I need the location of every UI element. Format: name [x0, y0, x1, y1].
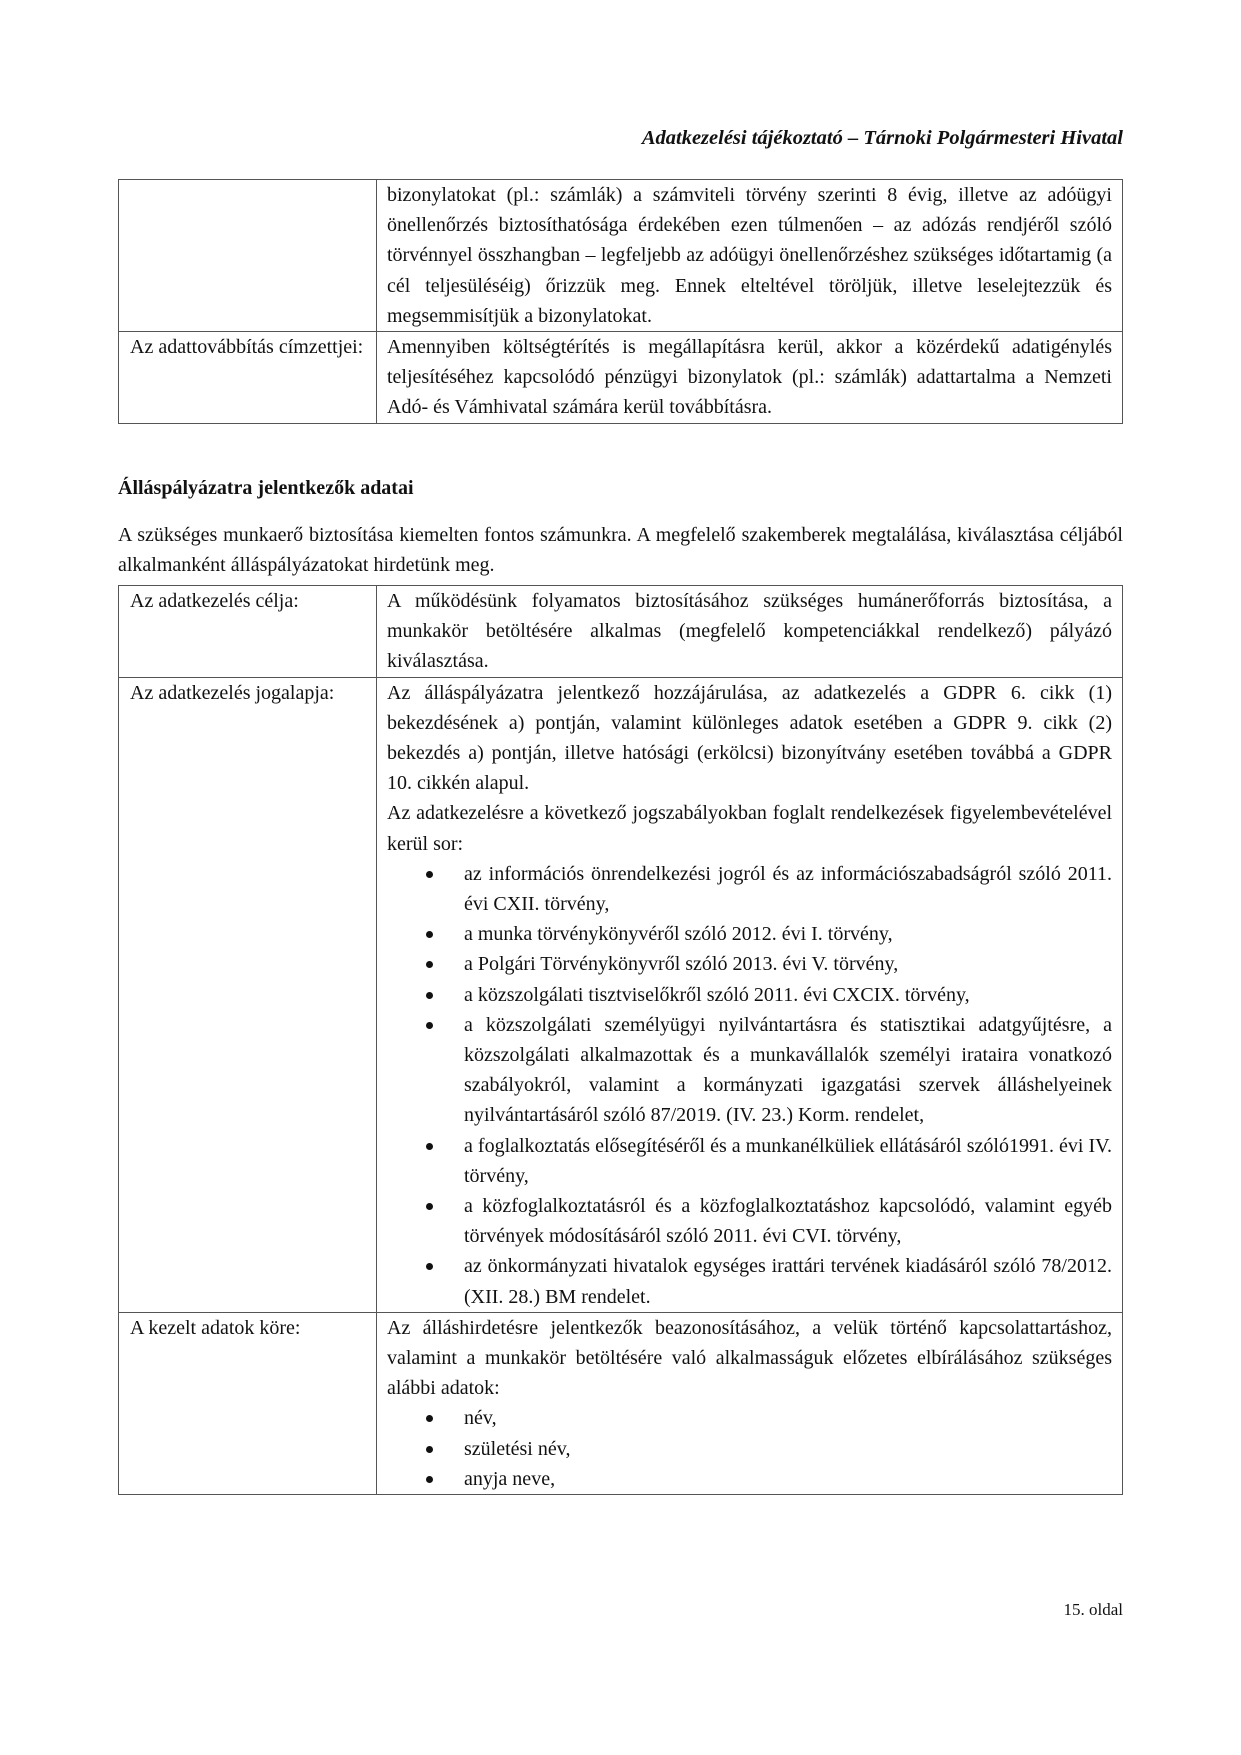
bullet-icon: [426, 1446, 433, 1453]
bullet-icon: [426, 1203, 433, 1210]
row-label: [119, 180, 377, 332]
list-item: a Polgári Törvénykönyvről szóló 2013. évi V. törvény,: [387, 949, 1112, 979]
list-item: az információs önrendelkezési jogról és az információszabadságról szóló 2011. évi CXII. törvény,: [387, 859, 1112, 919]
job-applicants-data-table: [118, 585, 1123, 1495]
row-value: [377, 677, 1123, 1312]
row-label: Az adatkezelés célja:: [119, 586, 377, 678]
row-value: [377, 1312, 1123, 1494]
bullet-icon: [426, 1415, 433, 1422]
retention-table-continued: [118, 179, 1123, 424]
list-item: születési név,: [387, 1434, 1112, 1464]
row-label: Az adatkezelés jogalapja:: [119, 677, 377, 1312]
laws-list: [387, 859, 1112, 1312]
table-row-legal-basis: [119, 677, 1123, 1312]
table-row-purpose: [119, 586, 1123, 678]
row-value: A működésünk folyamatos biztosításához szükséges humánerőforrás biztosítása, a munkakör betöltésére alkalmas (megfelelő kompetenciákkal rendelkező) pályázó kiválasztása.: [377, 586, 1123, 678]
row-label: A kezelt adatok köre:: [119, 1312, 377, 1494]
list-item: a munka törvénykönyvéről szóló 2012. évi I. törvény,: [387, 919, 1112, 949]
bullet-icon: [426, 1476, 433, 1483]
bullet-icon: [426, 1022, 433, 1029]
list-item: az önkormányzati hivatalok egységes irattári tervének kiadásáról szóló 78/2012. (XII. 28.) BM rendelet.: [387, 1251, 1112, 1311]
data-scope-paragraph: Az álláshirdetésre jelentkezők beazonosításához, a velük történő kapcsolattartáshoz, valamint a munkakör betöltésére való alkalmasságuk előzetes elbírálásához szükséges alábbi adatok:: [387, 1316, 1112, 1400]
bullet-icon: [426, 961, 433, 968]
bullet-icon: [426, 1143, 433, 1150]
row-value: Amennyiben költségtérítés is megállapításra kerül, akkor a közérdekű adatigénylés teljesítéséhez kapcsolódó pénzügyi bizonylatok (pl.: számlák) adattartalma a Nemzeti Adó- és Vámhivatal számára kerül továbbításra.: [377, 332, 1123, 424]
data-items-list: [387, 1403, 1112, 1494]
bullet-icon: [426, 931, 433, 938]
document-header-title: Adatkezelési tájékoztató – Tárnoki Polgármesteri Hivatal: [641, 127, 1123, 149]
list-item: a foglalkoztatás elősegítéséről és a munkanélküliek ellátásáról szóló1991. évi IV. törvény,: [387, 1131, 1112, 1191]
page-number: 15. oldal: [1063, 1600, 1123, 1619]
legal-basis-laws-intro: Az adatkezelésre a következő jogszabályokban foglalt rendelkezések figyelembevételével kerül sor:: [387, 802, 1112, 855]
table-row-data-scope: [119, 1312, 1123, 1494]
table-row: [119, 332, 1123, 424]
bullet-icon: [426, 992, 433, 999]
legal-basis-paragraph: Az álláspályázatra jelentkező hozzájárulása, az adatkezelés a GDPR 6. cikk (1) bekezdésének a) pontján, valamint különleges adatok esetében a GDPR 9. cikk (2) bekezdés a) pontján, illetve hatósági (erkölcsi) bizonyítvány esetében továbbá a GDPR 10. cikkén alapul.: [387, 681, 1112, 795]
list-item: anyja neve,: [387, 1464, 1112, 1494]
row-label: Az adattovábbítás címzettjei:: [119, 332, 377, 424]
bullet-icon: [426, 1263, 433, 1270]
list-item: a közszolgálati tisztviselőkről szóló 2011. évi CXCIX. törvény,: [387, 980, 1112, 1010]
row-value: bizonylatokat (pl.: számlák) a számviteli törvény szerinti 8 évig, illetve az adóügyi önellenőrzés biztosíthatósága érdekében ezen túlmenően – az adózás rendjéről szóló törvénnyel összhangban – legfeljebb az adóügyi önellenőrzéshez szükséges időtartamig (a cél teljesüléséig) őrizzük meg. Ennek elteltével töröljük, illetve leselejtezzük és megsemmisítjük a bizonylatokat.: [377, 180, 1123, 332]
list-item: név,: [387, 1403, 1112, 1433]
list-item: a közfoglalkoztatásról és a közfoglalkoztatáshoz kapcsolódó, valamint egyéb törvények módosításáról szóló 2011. évi CVI. törvény,: [387, 1191, 1112, 1251]
section-heading: Álláspályázatra jelentkezők adatai: [118, 477, 414, 499]
table-row: [119, 180, 1123, 332]
section-intro-paragraph: A szükséges munkaerő biztosítása kiemelten fontos számunkra. A megfelelő szakemberek megtalálása, kiválasztása céljából alkalmanként álláspályázatokat hirdetünk meg.: [118, 524, 1123, 576]
bullet-icon: [426, 871, 433, 878]
list-item: a közszolgálati személyügyi nyilvántartásra és statisztikai adatgyűjtésre, a közszolgálati alkalmazottak és a munkavállalók személyi irataira vonatkozó szabályokról, valamint a kormányzati igazgatási szervek álláshelyeinek nyilvántartásáról szóló 87/2019. (IV. 23.) Korm. rendelet,: [387, 1010, 1112, 1131]
